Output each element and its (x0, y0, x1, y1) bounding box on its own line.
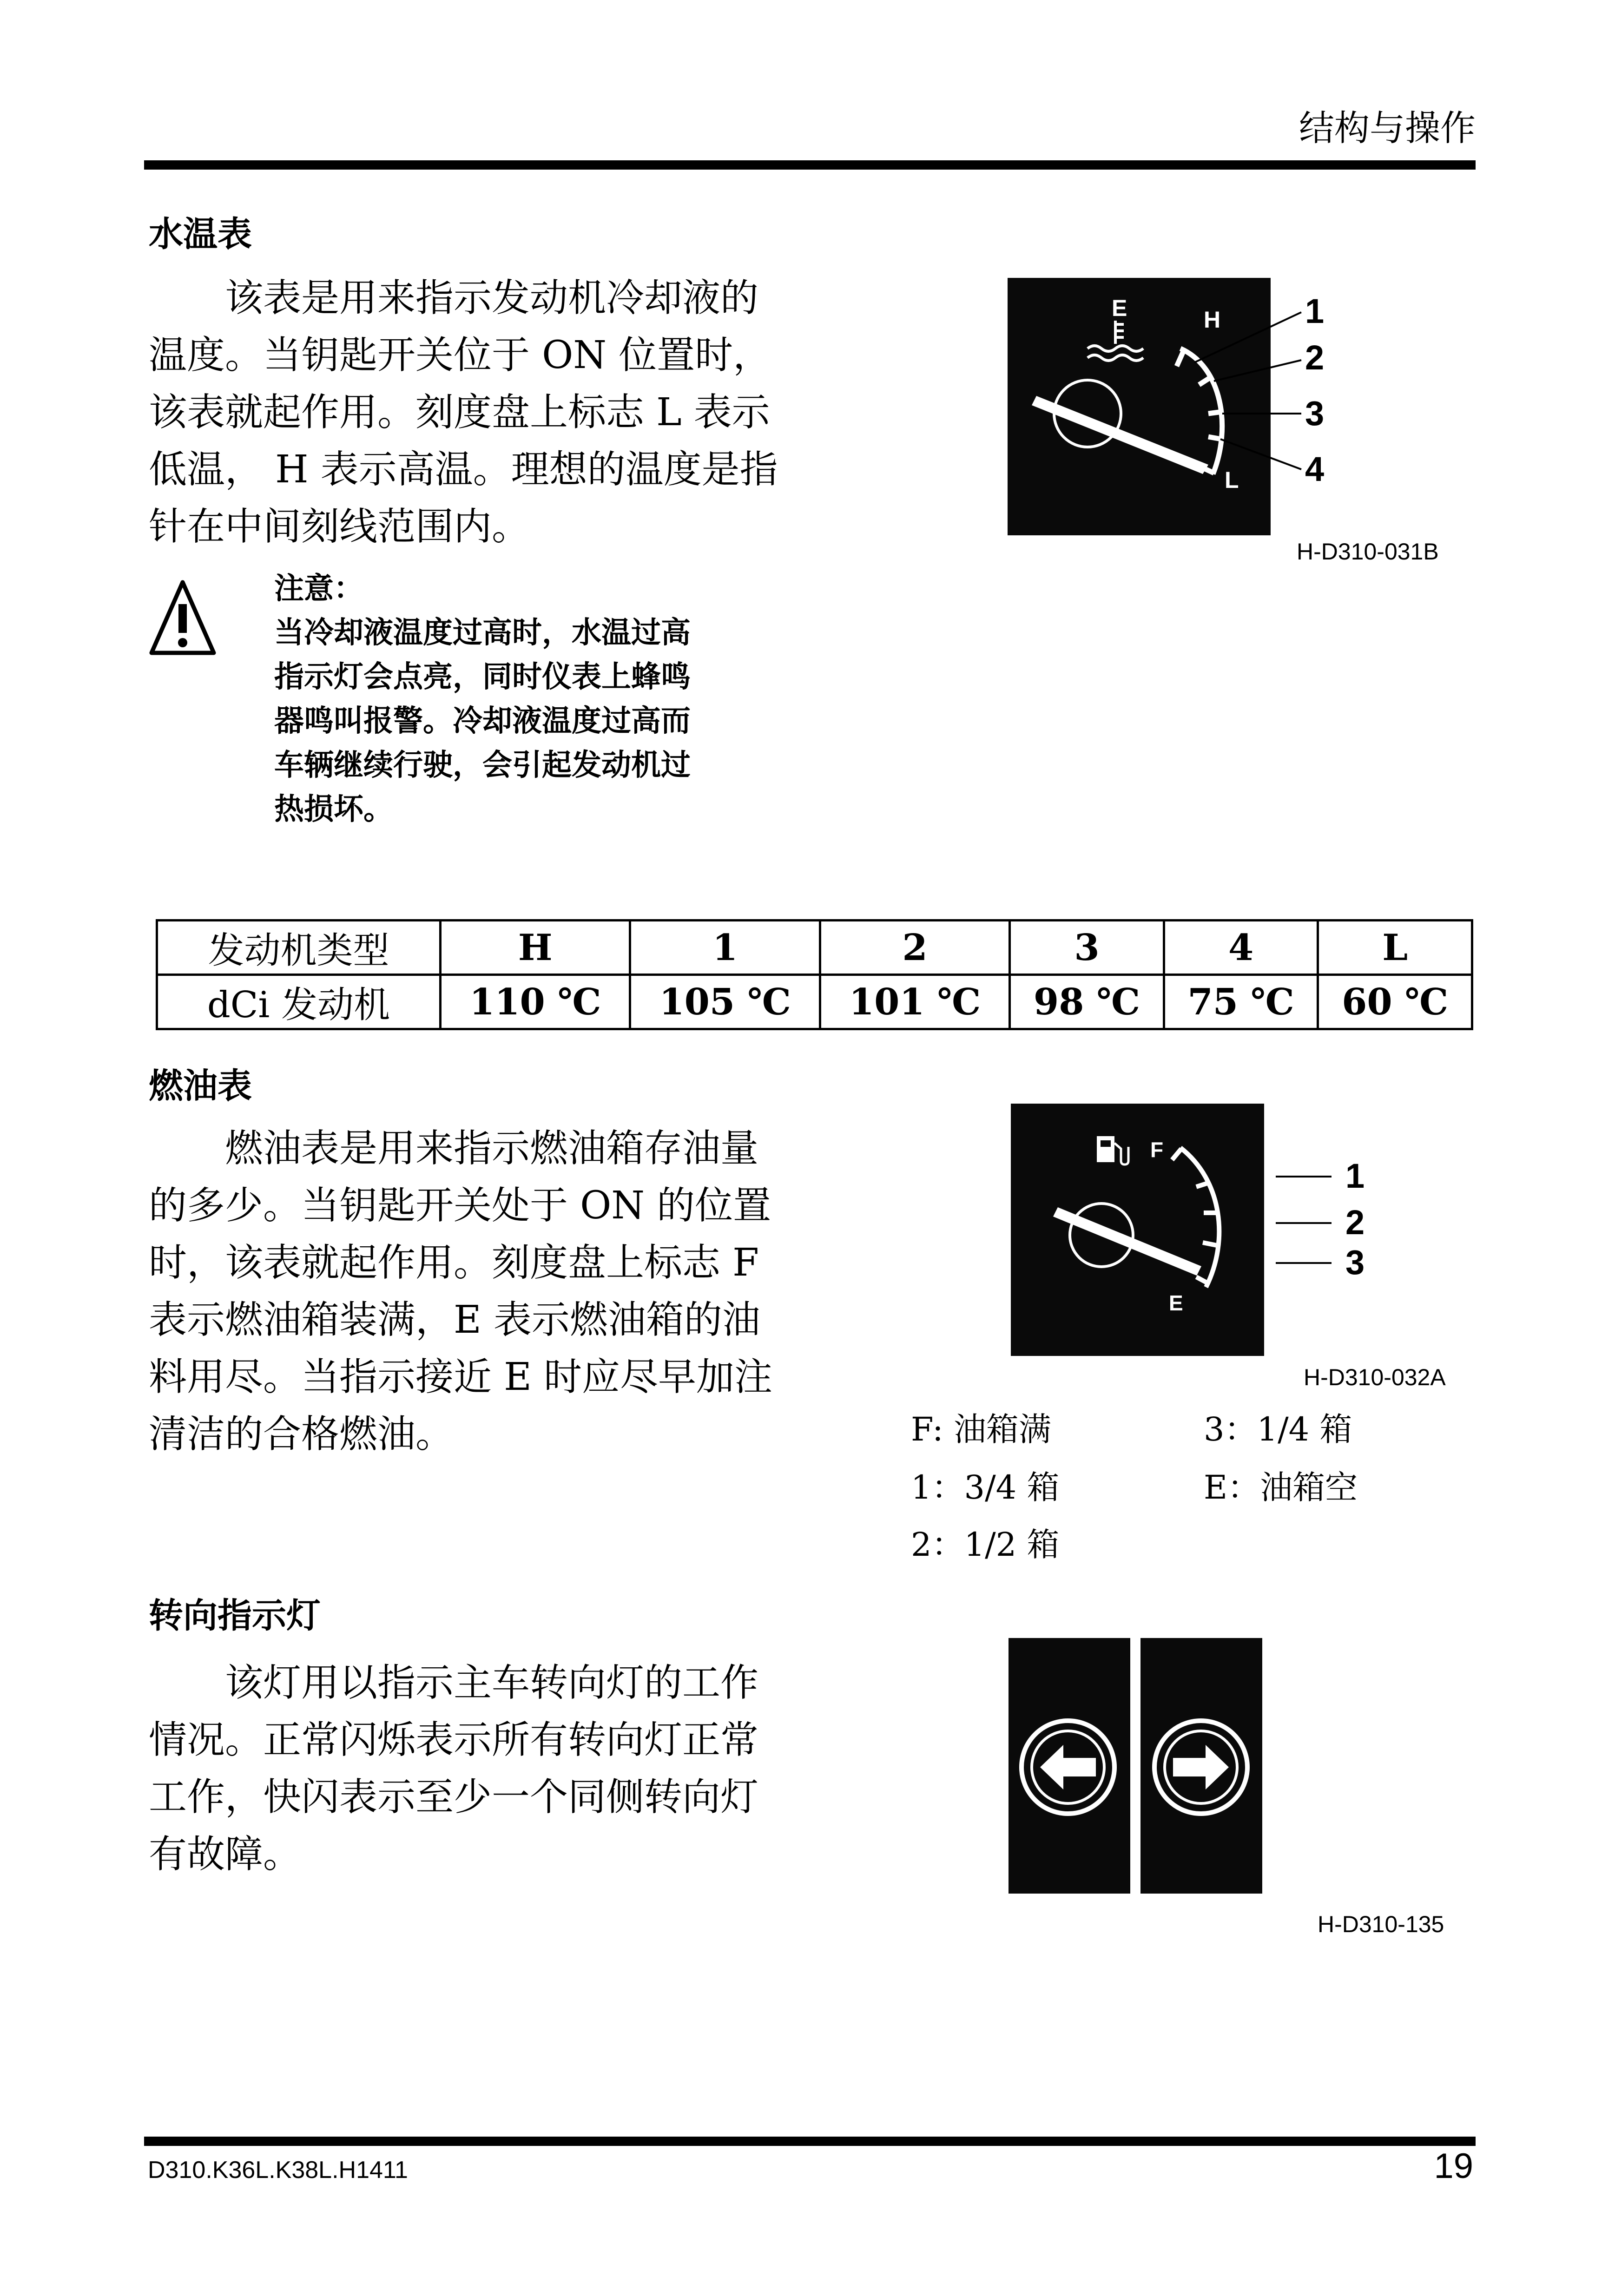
table-header-cell: 2 (820, 921, 1009, 975)
water-temp-gauge-figure (1004, 274, 1483, 544)
table-header-cell: 发动机类型 (157, 921, 441, 975)
callout-4: 4 (1305, 450, 1325, 488)
caution-line: 热损坏。 (274, 792, 393, 827)
table-cell: dCi 发动机 (157, 975, 441, 1029)
table-cell: 75 ℃ (1164, 975, 1318, 1029)
gauge-letter-e: E (1112, 295, 1127, 321)
table-cell: 101 ℃ (820, 975, 1009, 1029)
fuel-legend-item: 1：3/4 箱 (911, 1468, 1060, 1507)
paragraph-line: 时，该表就起作用。刻度盘上标志 F (149, 1241, 759, 1285)
table-cell: 105 ℃ (630, 975, 820, 1029)
paragraph-line: 的多少。当钥匙开关处于 ON 的位置 (149, 1184, 771, 1228)
paragraph-line: 该表是用来指示发动机冷却液的 (225, 276, 759, 320)
paragraph-line: 该表就起作用。刻度盘上标志 L 表示 (149, 390, 770, 434)
table-header-cell: H (441, 921, 630, 975)
caution-line: 指示灯会点亮，同时仪表上蜂鸣 (274, 660, 691, 694)
header-rule (144, 160, 1476, 170)
table-cell: 110 ℃ (441, 975, 630, 1029)
figure-code: H-D310-032A (1304, 1364, 1446, 1390)
callout-1: 1 (1305, 292, 1325, 330)
table-cell: 60 ℃ (1318, 975, 1472, 1029)
gauge-letter-l: L (1225, 467, 1239, 493)
table-header-cell: 3 (1010, 921, 1164, 975)
water-temp-paragraph (149, 270, 781, 555)
paragraph-line: 料用尽。当指示接近 E 时应尽早加注 (149, 1355, 772, 1399)
page-header-title: 结构与操作 (1299, 109, 1476, 148)
gauge-letter-f: F (1150, 1138, 1164, 1162)
document-code: D310.K36L.K38L.H1411 (148, 2157, 408, 2184)
table-header-row (157, 921, 1472, 975)
engine-temperature-table (156, 919, 1473, 1030)
page-number: 19 (1434, 2146, 1473, 2186)
paragraph-line: 温度。当钥匙开关位于 ON 位置时， (149, 333, 771, 377)
paragraph-line: 清洁的合格燃油。 (149, 1412, 454, 1456)
fuel-legend-item: E：油箱空 (1204, 1468, 1358, 1507)
table-header-cell: 1 (630, 921, 820, 975)
caution-title: 注意： (274, 572, 363, 606)
figure-code: H-D310-031B (1297, 539, 1439, 565)
paragraph-line: 低温， H 表示高温。理想的温度是指 (149, 447, 778, 492)
paragraph-line: 工作，快闪表示至少一个同侧转向灯 (149, 1775, 759, 1819)
caution-line: 器鸣叫报警。冷却液温度过高而 (274, 704, 691, 738)
fuel-heading: 燃油表 (149, 1066, 252, 1106)
turn-signal-heading: 转向指示灯 (149, 1596, 321, 1636)
paragraph-line: 燃油表是用来指示燃油箱存油量 (225, 1126, 759, 1171)
table-cell: 98 ℃ (1010, 975, 1164, 1029)
table-row (157, 975, 1472, 1029)
figure-code: H-D310-135 (1318, 1911, 1444, 1937)
footer-rule (144, 2137, 1476, 2146)
turn-signal-figure (1009, 1638, 1269, 1896)
callout-1: 1 (1345, 1157, 1365, 1195)
paragraph-line: 情况。正常闪烁表示所有转向灯正常 (149, 1718, 759, 1762)
paragraph-line: 针在中间刻线范围内。 (149, 505, 530, 549)
fuel-legend-item: F: 油箱满 (911, 1410, 1051, 1448)
callout-3: 3 (1345, 1243, 1365, 1282)
gauge-letter-e: E (1169, 1291, 1183, 1315)
water-temp-heading: 水温表 (149, 214, 252, 254)
callout-2: 2 (1305, 338, 1325, 377)
turn-signal-paragraph (149, 1654, 781, 1883)
callout-3: 3 (1305, 394, 1325, 433)
caution-note (274, 567, 804, 832)
warning-triangle-icon (148, 579, 218, 658)
fuel-legend-item: 3：1/4 箱 (1204, 1410, 1352, 1448)
paragraph-line: 该灯用以指示主车转向灯的工作 (225, 1661, 759, 1705)
paragraph-line: 有故障。 (149, 1832, 302, 1876)
callout-2: 2 (1345, 1203, 1365, 1242)
paragraph-line: 表示燃油箱装满，E 表示燃油箱的油 (149, 1298, 760, 1342)
caution-line: 当冷却液温度过高时，水温过高 (274, 616, 691, 650)
callout-leaders (1276, 1177, 1332, 1263)
table-header-cell: 4 (1164, 921, 1318, 975)
fuel-gauge-figure (1009, 1101, 1473, 1362)
caution-line: 车辆继续行驶，会引起发动机过 (274, 748, 691, 783)
fuel-legend-item: 2：1/2 箱 (911, 1526, 1060, 1564)
fuel-paragraph (149, 1120, 781, 1463)
table-header-cell: L (1318, 921, 1472, 975)
gauge-letter-h: H (1204, 307, 1221, 333)
